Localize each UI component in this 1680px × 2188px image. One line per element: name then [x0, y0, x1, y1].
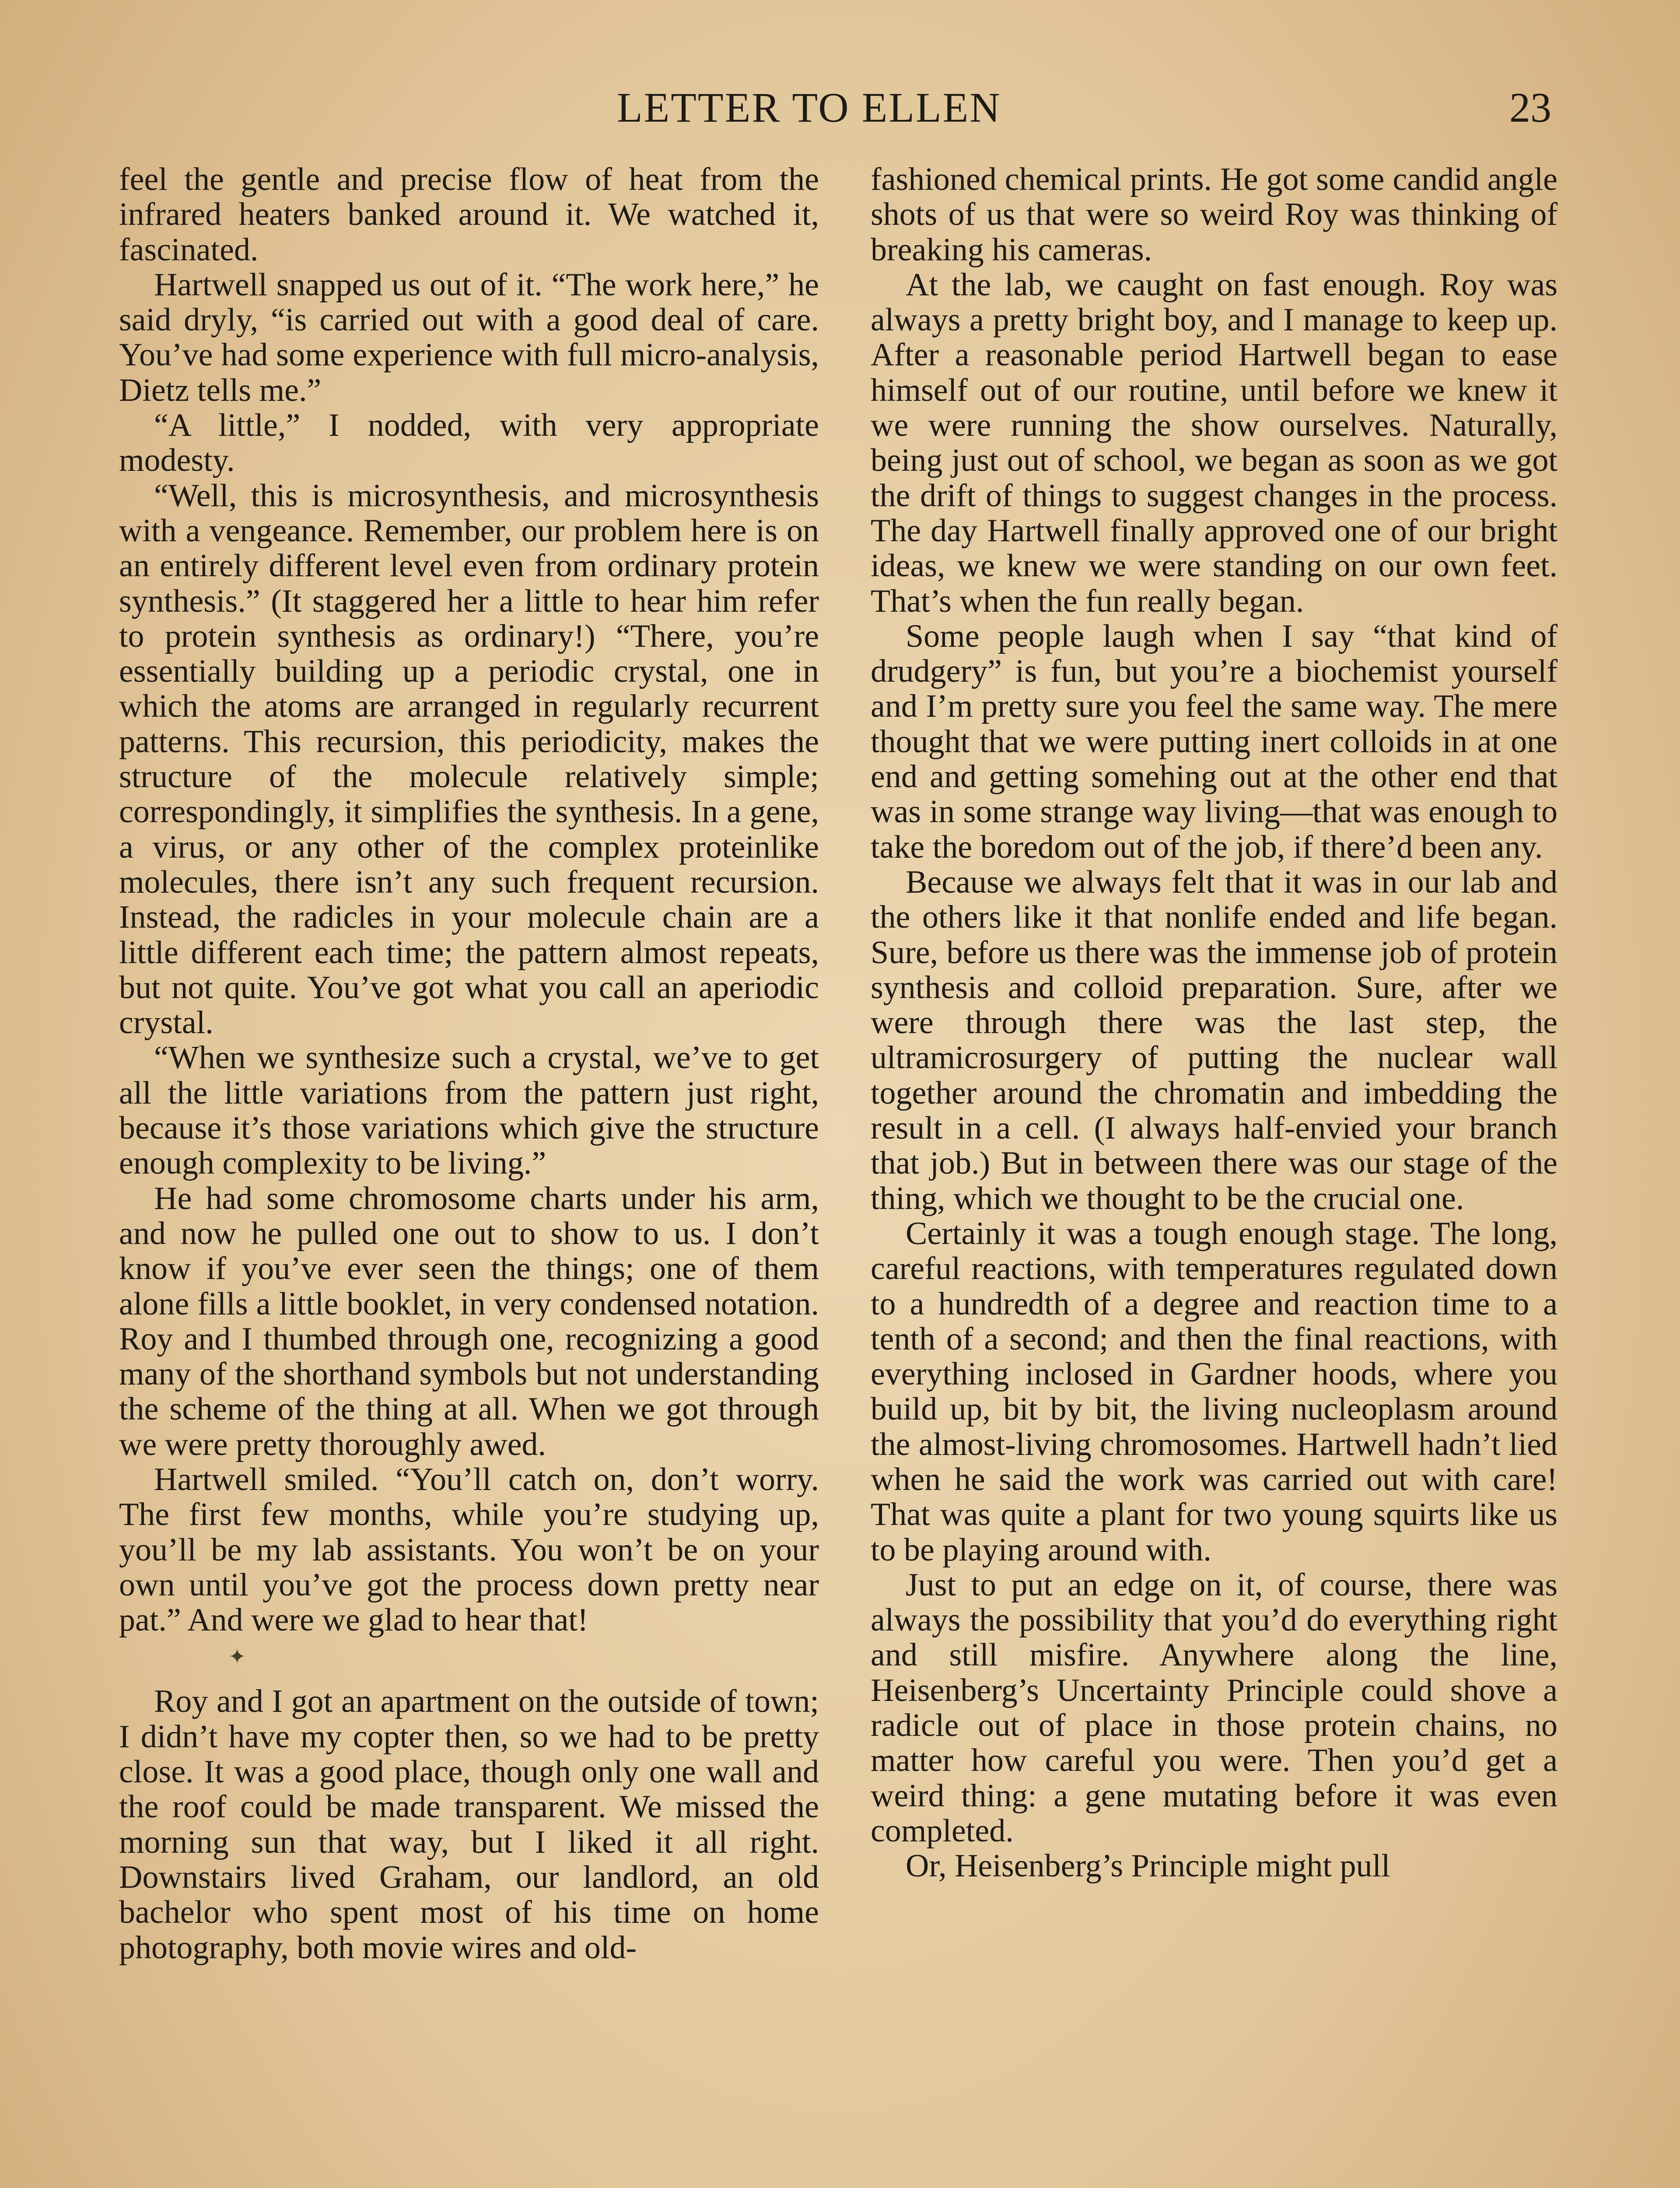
paragraph: “Well, this is microsynthesis, and microsynthesis with a vengeance. Remember, our problem here is on an entirely different level even from ordinary protein synthesis.” (It staggered her a little to hear him refer to protein synthesis as ordinary!) “There, you’re essentially building up a periodic crystal, one in which the atoms are arranged in regularly recurrent patterns. This recursion, this periodicity, makes the structure of the molecule relatively simple; correspondingly, it simplifies the synthesis. In a gene, a virus, or any other of the complex proteinlike molecules, there isn’t any such frequent recursion. Instead, the radicles in your molecule chain are a little different each time; the pattern almost repeats, but not quite. You’ve got what you call an aperiodic crystal. — [119, 477, 819, 1041]
paragraph: Hartwell smiled. “You’ll catch on, don’t worry. The first few months, while you’re studying up, you’ll be my lab assistants. You won’t be on your own until you’ve got the process down pretty near pat.” And were we glad to hear that! — [119, 1461, 819, 1638]
paragraph: “When we synthesize such a crystal, we’ve to get all the little variations from the pattern just right, because it’s those variations which give the structure enough complexity to be living.” — [119, 1040, 819, 1182]
section-break — [119, 1637, 819, 1684]
page-header — [0, 79, 1680, 144]
paragraph: Hartwell snapped us out of it. “The work here,” he said dryly, “is carried out with a good deal of care. You’ve had some experience with full micro-analysis, Dietz tells me.” — [119, 266, 819, 408]
right-column — [871, 162, 1558, 1884]
section-break-mark: ✦ — [228, 1645, 246, 1669]
paragraph: Because we always felt that it was in our lab and the others like it that nonlife ended and life began. Sure, before us there was the immense job of protein synthesis and colloid preparation. Sure, after we were through there was the last step, the ultramicrosurgery of putting the nuclear wall together around the chromatin and imbedding the result in a cell. (I always half-envied your branch that job.) But in between there was our stage of the thing, which we thought to be the crucial one. — [871, 864, 1558, 1217]
paragraph: At the lab, we caught on fast enough. Roy was always a pretty bright boy, and I manage to keep up. After a reasonable period Hartwell began to ease himself out of our routine, until before we knew it we were running the show ourselves. Naturally, being just out of school, we began as soon as we got the drift of things to suggest changes in the process. The day Hartwell finally approved one of our bright ideas, we knew we were standing on our own feet. That’s when the fun really began. — [871, 266, 1558, 619]
paragraph: Or, Heisenberg’s Principle might pull — [906, 1848, 1390, 1884]
running-title: LETTER TO ELLEN — [617, 84, 1001, 131]
paragraph: Roy and I got an apartment on the outside of town; I didn’t have my copter then, so we had to be pretty close. It was a good place, though only one wall and the roof could be made transparent. We missed the morning sun that way, but I liked it all right. Downstairs lived Graham, our landlord, an old bachelor who spent most of his time on home photography, both movie wires and old- — [119, 1683, 819, 1966]
left-column — [119, 162, 819, 1965]
paragraph: Certainly it was a tough enough stage. The long, careful reactions, with temperatures regulated down to a hundredth of a degree and reaction time to a tenth of a second; and then the final reactions, with everything inclosed in Gardner hoods, where you build up, bit by bit, the living nucleoplasm around the almost-living chromosomes. Hartwell hadn’t lied when he said the work was carried out with care! That was quite a plant for two young squirts like us to be playing around with. — [871, 1215, 1558, 1568]
paragraph: fashioned chemical prints. He got some candid angle shots of us that were so weird Roy was thinking of breaking his cameras. — [871, 161, 1558, 268]
paragraph: feel the gentle and precise flow of heat from the infrared heaters banked around it. We watched it, fascinated. — [119, 161, 819, 268]
page-number: 23 — [1509, 84, 1551, 131]
paragraph: Some people laugh when I say “that kind of drudgery” is fun, but you’re a biochemist yourself and I’m pretty sure you feel the same way. The mere thought that we were putting inert colloids in at one end and getting somehing out at the other end that was in some strange way living—that was enough to take the boredom out of the job, if there’d been any. — [871, 618, 1558, 865]
paragraph: Just to put an edge on it, of course, there was always the possibility that you’d do everything right and still misfire. Anywhere along the line, Heisenberg’s Uncertainty Principle could shove a radicle out of place in those protein chains, no matter how careful you were. Then you’d get a weird thing: a gene mutating before it was even completed. — [871, 1567, 1558, 1849]
paragraph: “A little,” I nodded, with very appropriate modesty. — [119, 407, 819, 479]
paragraph: He had some chromosome charts under his arm, and now he pulled one out to show to us. I don’t know if you’ve ever seen the things; one of them alone fills a little booklet, in very condensed notation. Roy and I thumbed through one, recognizing a good many of the shorthand symbols but not understanding the scheme of the thing at all. When we got through we were pretty thoroughly awed. — [119, 1180, 819, 1462]
